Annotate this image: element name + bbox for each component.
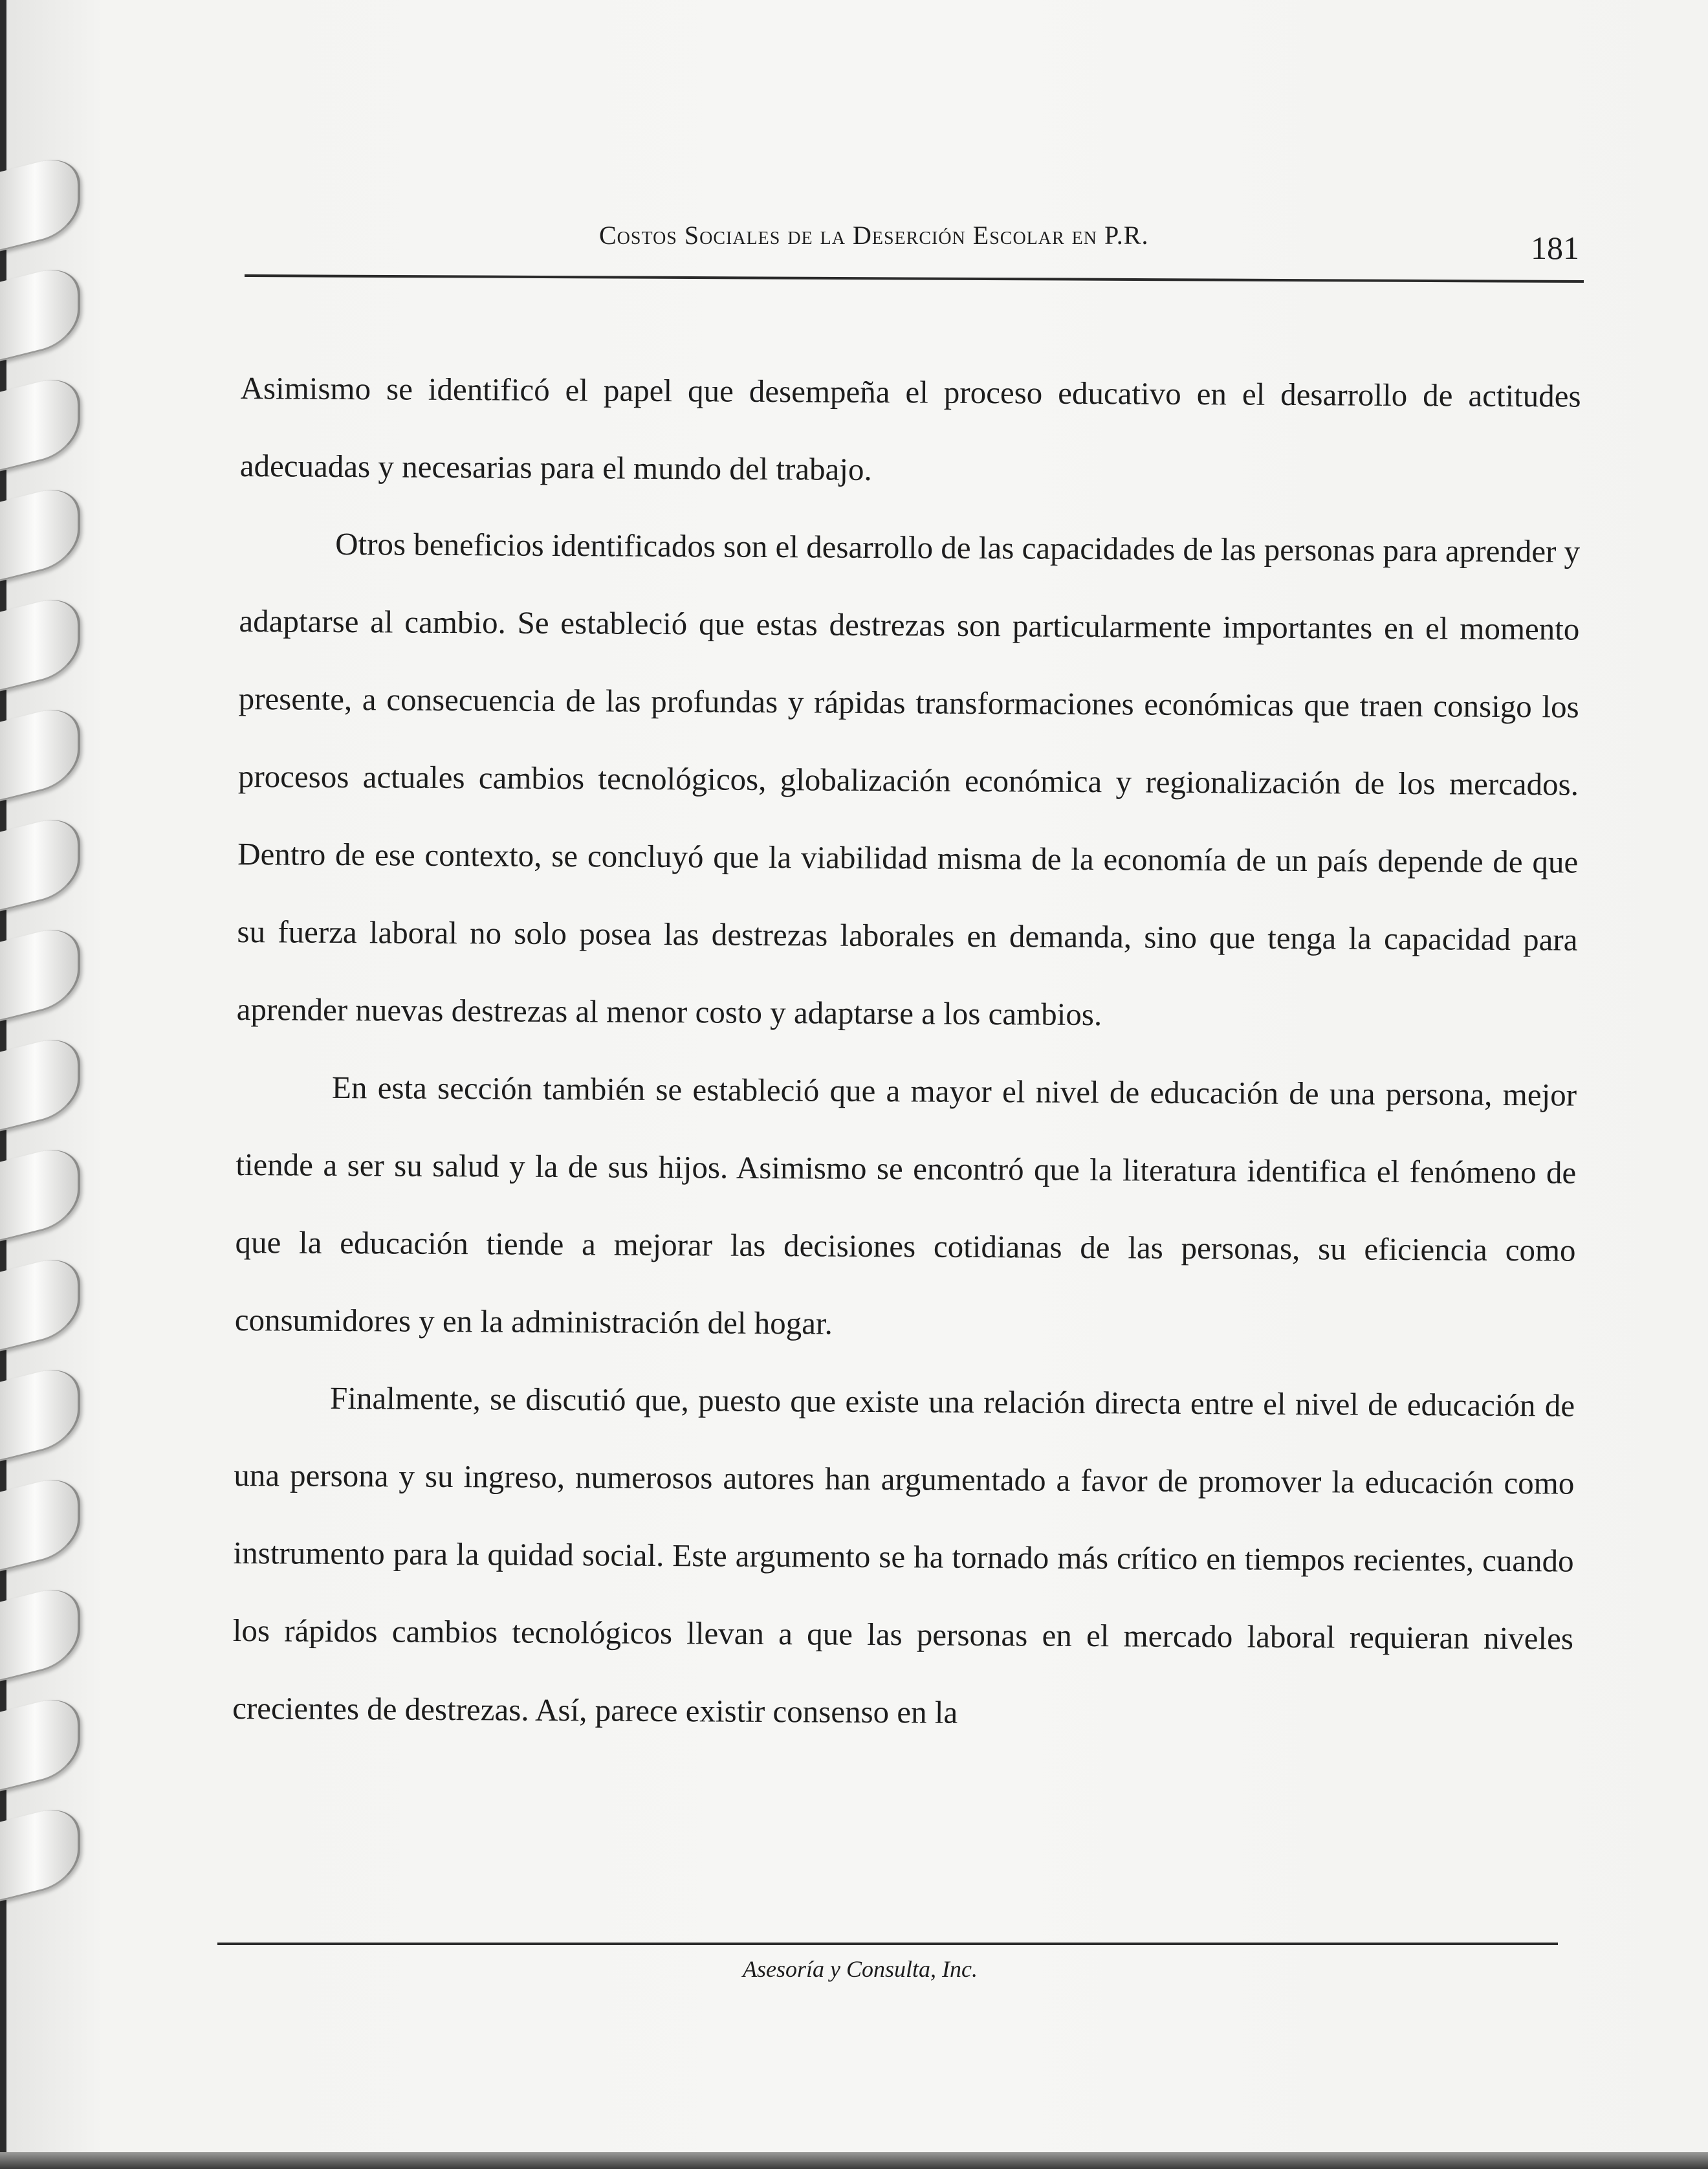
page-number: 181	[1531, 230, 1579, 266]
binding-ring	[0, 1142, 80, 1242]
binding-ring	[0, 1362, 80, 1462]
binding-ring	[0, 1802, 80, 1902]
page-bottom-edge	[0, 2152, 1708, 2169]
binding-ring	[0, 922, 80, 1022]
binding-ring	[0, 482, 80, 582]
binding-ring	[0, 812, 80, 912]
header-rule	[245, 274, 1584, 283]
footer-rule	[217, 1943, 1558, 1945]
paragraph: En esta sección también se estableció que a mayor el nivel de educación de una persona, mejor tiende a ser su salud y la de sus hijos. Asimismo se encontró que la literatura identifica el fenómeno de que la educación tiende a mejorar las decisiones cotidianas de las personas, su eficiencia como consumidores y en la administración del hogar.	[234, 1069, 1577, 1341]
binding-ring	[0, 1582, 80, 1682]
paragraph: Otros beneficios identificados son el desarrollo de las capacidades de las personas para aprender y adaptarse al cambio. Se estableció que estas destrezas son particularmente importantes en el momento presente, a consecuencia de las profundas y rápidas transformaciones económicas que traen consigo los procesos actuales cambios tecnológicos, globalización económica y regionalización de los mercados. Dentro de ese contexto, se concluyó que la viabilidad misma de la economía de un país depende de que su fuerza laboral no solo posea las destrezas laborales en demanda, sino que tenga la capacidad para aprender nuevas destrezas al menor costo y adaptarse a los cambios.	[236, 525, 1581, 1033]
binding-ring	[0, 1252, 80, 1352]
binding-ring	[0, 1692, 80, 1792]
binding-ring	[0, 702, 80, 802]
binding-ring	[0, 1472, 80, 1572]
paragraph: Asimismo se identificó el papel que desempeña el proceso educativo en el desarrollo de actitudes adecuadas y necesarias para el mundo del trabajo.	[239, 369, 1581, 487]
binding-ring	[0, 262, 80, 362]
body-text	[232, 349, 1581, 1756]
running-title: Costos Sociales de la Deserción Escolar en P.R.	[599, 221, 1149, 250]
binding-ring	[0, 1032, 80, 1132]
binding-ring	[0, 372, 80, 472]
spiral-binding	[0, 0, 91, 2169]
binding-ring	[0, 592, 80, 692]
paragraph: Finalmente, se discutió que, puesto que existe una relación directa entre el nivel de educación de una persona y su ingreso, numerosos autores han argumentado a favor de promover la educación como instrumento para la quidad social. Este argumento se ha tornado más crítico en tiempos recientes, cuando los rápidos cambios tecnológicos llevan a que las personas en el mercado laboral requieran niveles crecientes de destrezas. Así, parece existir consenso en la	[232, 1380, 1575, 1730]
footer-publisher: Asesoría y Consulta, Inc.	[743, 1956, 978, 1982]
binding-ring	[0, 152, 80, 252]
